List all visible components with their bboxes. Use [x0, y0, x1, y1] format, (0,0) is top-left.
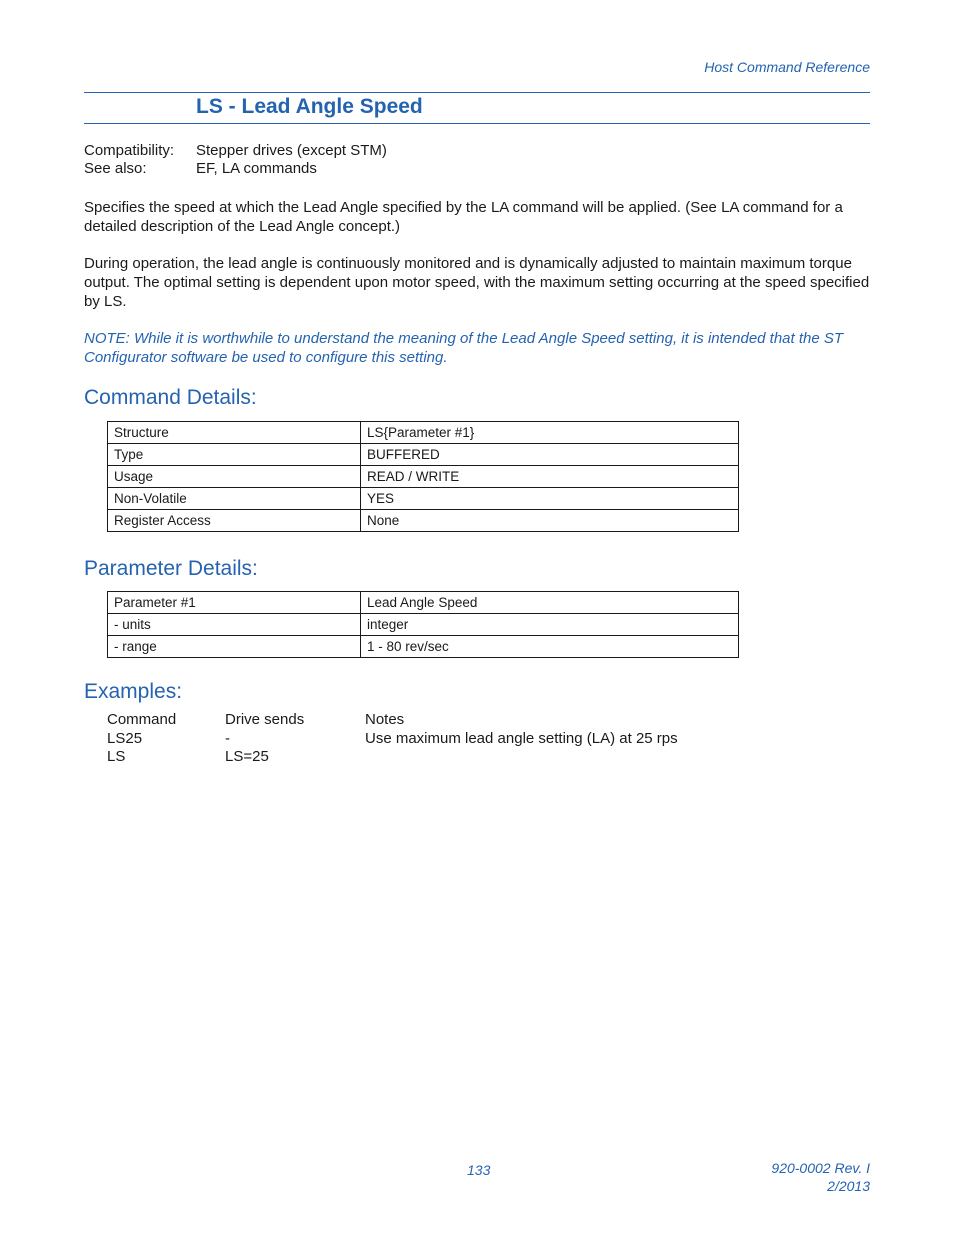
table-cell: None: [361, 510, 739, 532]
table-cell: READ / WRITE: [361, 466, 739, 488]
table-cell: Non-Volatile: [108, 488, 361, 510]
see-also-value: EF, LA commands: [196, 160, 317, 177]
table-row: [108, 466, 739, 488]
table-cell: LS{Parameter #1}: [361, 422, 739, 444]
example-drive-sends: LS=25: [225, 748, 269, 765]
document-revision: [771, 1159, 870, 1195]
command-details-heading: Command Details:: [84, 386, 257, 409]
example-notes: Use maximum lead angle setting (LA) at 25 rps: [365, 729, 678, 747]
table-cell: Usage: [108, 466, 361, 488]
table-row: [108, 592, 739, 614]
table-cell: Lead Angle Speed: [361, 592, 739, 614]
examples-list: [107, 711, 678, 767]
command-details-table: [107, 421, 739, 532]
examples-header-row: [107, 711, 678, 730]
document-number: 920-0002 Rev. I: [771, 1160, 870, 1176]
table-cell: Type: [108, 444, 361, 466]
table-row: [108, 422, 739, 444]
parameter-details-table: [107, 591, 739, 658]
table-cell: 1 - 80 rev/sec: [361, 636, 739, 658]
examples-column-drive-sends: Drive sends: [225, 711, 305, 728]
table-row: [108, 510, 739, 532]
document-date: 2/2013: [827, 1178, 870, 1194]
table-cell: YES: [361, 488, 739, 510]
compatibility-label: Compatibility:: [84, 142, 175, 159]
compatibility-block: [84, 142, 387, 178]
table-cell: - units: [108, 614, 361, 636]
table-cell: integer: [361, 614, 739, 636]
table-row: [108, 636, 739, 658]
example-command: LS25: [107, 729, 143, 747]
page-number: 133: [467, 1162, 491, 1178]
description-paragraph: Specifies the speed at which the Lead Angle specified by the LA command will be applied. (See LA command for a detailed description of the Lead Angle concept.): [84, 199, 843, 235]
example-drive-sends: -: [225, 729, 230, 747]
table-cell: Parameter #1: [108, 592, 361, 614]
header-reference: Host Command Reference: [704, 59, 870, 75]
see-also-label: See also:: [84, 160, 147, 177]
parameter-details-heading: Parameter Details:: [84, 557, 258, 580]
example-command: LS: [107, 748, 126, 765]
note-paragraph: NOTE: While it is worthwhile to understand the meaning of the Lead Angle Speed setting, it is intended that the ST Configurator software be used to configure this setting.: [84, 330, 844, 366]
list-item: [107, 730, 678, 749]
operation-paragraph: During operation, the lead angle is continuously monitored and is dynamically adjusted to maintain maximum torque output. The optimal setting is dependent upon motor speed, with the maximum setting occurring at the speed specified by LS.: [84, 255, 870, 310]
list-item: [107, 748, 678, 767]
table-cell: Structure: [108, 422, 361, 444]
table-row: [108, 444, 739, 466]
examples-heading: Examples:: [84, 680, 183, 703]
table-cell: BUFFERED: [361, 444, 739, 466]
title-bar: [84, 92, 870, 124]
table-cell: - range: [108, 636, 361, 658]
examples-column-notes: Notes: [365, 711, 405, 728]
examples-column-command: Command: [107, 711, 177, 728]
table-cell: Register Access: [108, 510, 361, 532]
table-row: [108, 488, 739, 510]
compatibility-value: Stepper drives (except STM): [196, 142, 387, 159]
table-row: [108, 614, 739, 636]
page-title: LS - Lead Angle Speed: [196, 95, 423, 118]
